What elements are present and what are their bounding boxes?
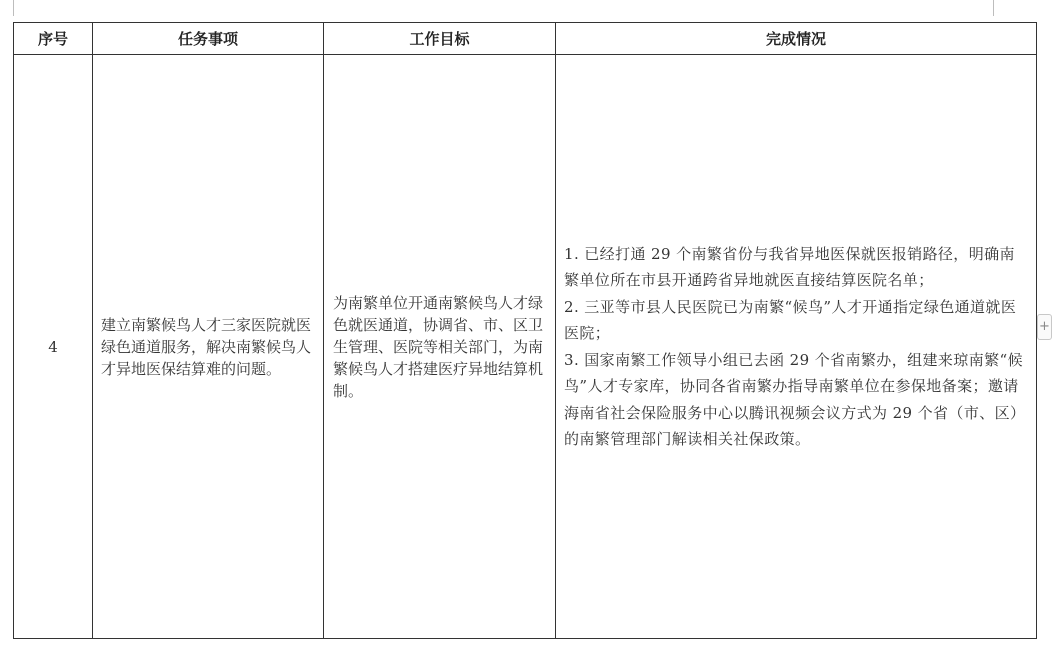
- header-goal: 工作目标: [324, 23, 556, 55]
- cell-completion: [556, 55, 1037, 639]
- table-row: [14, 55, 1037, 639]
- cell-task: 建立南繁候鸟人才三家医院就医绿色通道服务，解决南繁候鸟人才异地医保结算难的问题。: [93, 55, 324, 639]
- completion-item-2: 2. 三亚等市县人民医院已为南繁“候鸟”人才开通指定绿色通道就医医院；: [564, 297, 1017, 342]
- cell-goal: 为南繁单位开通南繁候鸟人才绿色就医通道，协调省、市、区卫生管理、医院等相关部门，为南繁候鸟人才搭建医疗异地结算机制。: [324, 55, 556, 639]
- plus-icon: +: [1039, 319, 1050, 334]
- header-seq: 序号: [14, 23, 93, 55]
- page-corner-mark-right: [993, 0, 994, 16]
- page-corner-mark-left: [13, 0, 14, 16]
- task-table: [13, 22, 1037, 639]
- cell-seq: 4: [14, 55, 93, 639]
- completion-item-1: 1. 已经打通 29 个南繁省份与我省异地医保就医报销路径，明确南繁单位所在市县开通跨省异地就医直接结算医院名单；: [564, 244, 1015, 289]
- header-completion: 完成情况: [556, 23, 1037, 55]
- add-row-button[interactable]: [1037, 314, 1052, 340]
- table-header-row: [14, 23, 1037, 55]
- header-task: 任务事项: [93, 23, 324, 55]
- completion-item-3: 3. 国家南繁工作领导小组已去函 29 个省南繁办，组建来琼南繁“候鸟”人才专家库，协同各省南繁办指导南繁单位在参保地备案；邀请海南省社会保险服务中心以腾讯视频会议方式为 29 个省（市、区）的南繁管理部门解读相关社保政策。: [564, 350, 1026, 448]
